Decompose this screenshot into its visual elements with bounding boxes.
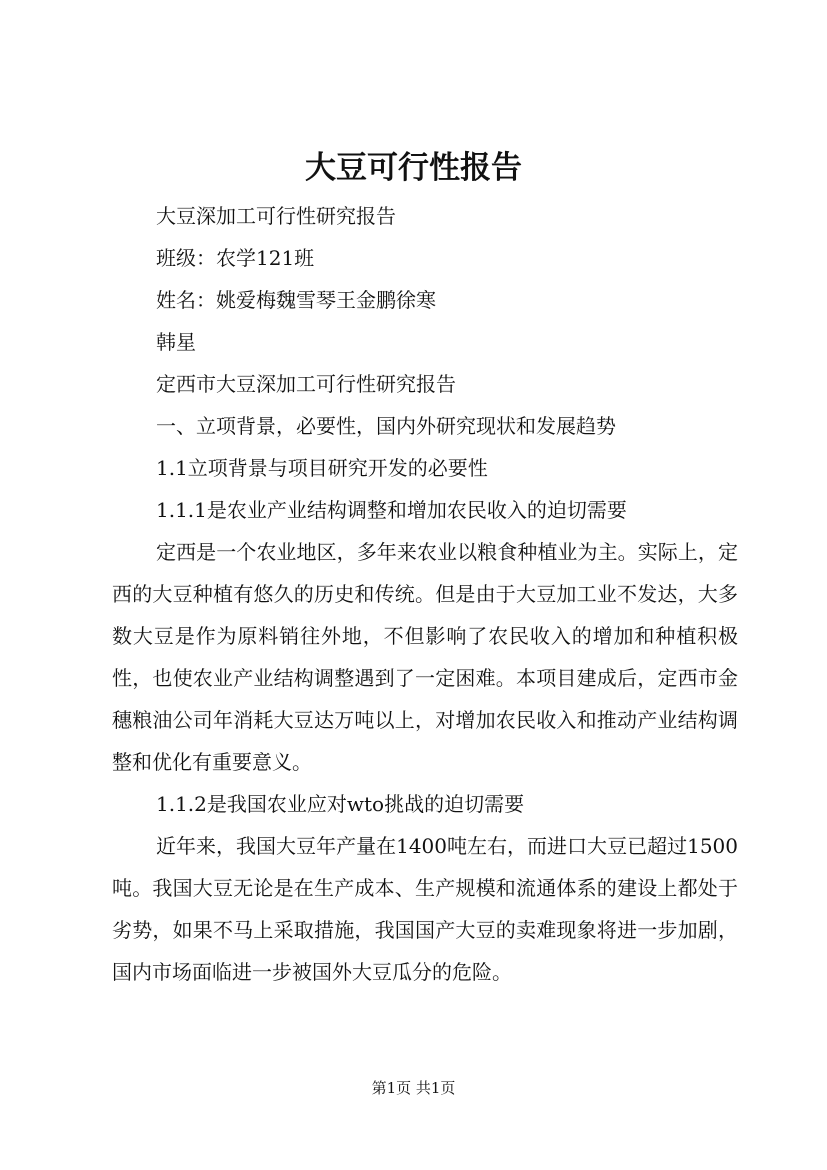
subsubsection-heading: 1.1.1是农业产业结构调整和增加农民收入的迫切需要 xyxy=(156,498,627,522)
subtitle-paragraph: 大豆深加工可行性研究报告 xyxy=(156,204,396,228)
document-body xyxy=(112,195,738,993)
document-title: 大豆可行性报告 xyxy=(305,150,522,186)
report-title-paragraph: 定西市大豆深加工可行性研究报告 xyxy=(156,372,456,396)
names-paragraph: 姓名：姚爱梅魏雪琴王金鹏徐寒 xyxy=(156,288,436,312)
body-paragraph: 近年来，我国大豆年产量在1400吨左右，而进口大豆已超过1500吨。我国大豆无论是在生产成本、生产规模和流通体系的建设上都处于劣势，如果不马上采取措施，我国国产大豆的卖难现象将进一步加剧，国内市场面临进一步被国外大豆瓜分的危险。 xyxy=(112,834,738,984)
subsubsection-heading: 1.1.2是我国农业应对wto挑战的迫切需要 xyxy=(156,792,525,816)
subsection-heading: 1.1立项背景与项目研究开发的必要性 xyxy=(156,456,488,480)
section-heading: 一、立项背景，必要性，国内外研究现状和发展趋势 xyxy=(156,414,616,438)
names-continued-paragraph: 韩星 xyxy=(156,330,196,354)
class-paragraph: 班级：农学121班 xyxy=(156,246,315,270)
body-paragraph: 定西是一个农业地区，多年来农业以粮食种植业为主。实际上，定西的大豆种植有悠久的历史和传统。但是由于大豆加工业不发达，大多数大豆是作为原料销往外地，不但影响了农民收入的增加和种植积极性，也使农业产业结构调整遇到了一定困难。本项目建成后，定西市金穗粮油公司年消耗大豆达万吨以上，对增加农民收入和推动产业结构调整和优化有重要意义。 xyxy=(112,540,738,774)
page-footer: 第1页 共1页 xyxy=(371,1079,456,1097)
